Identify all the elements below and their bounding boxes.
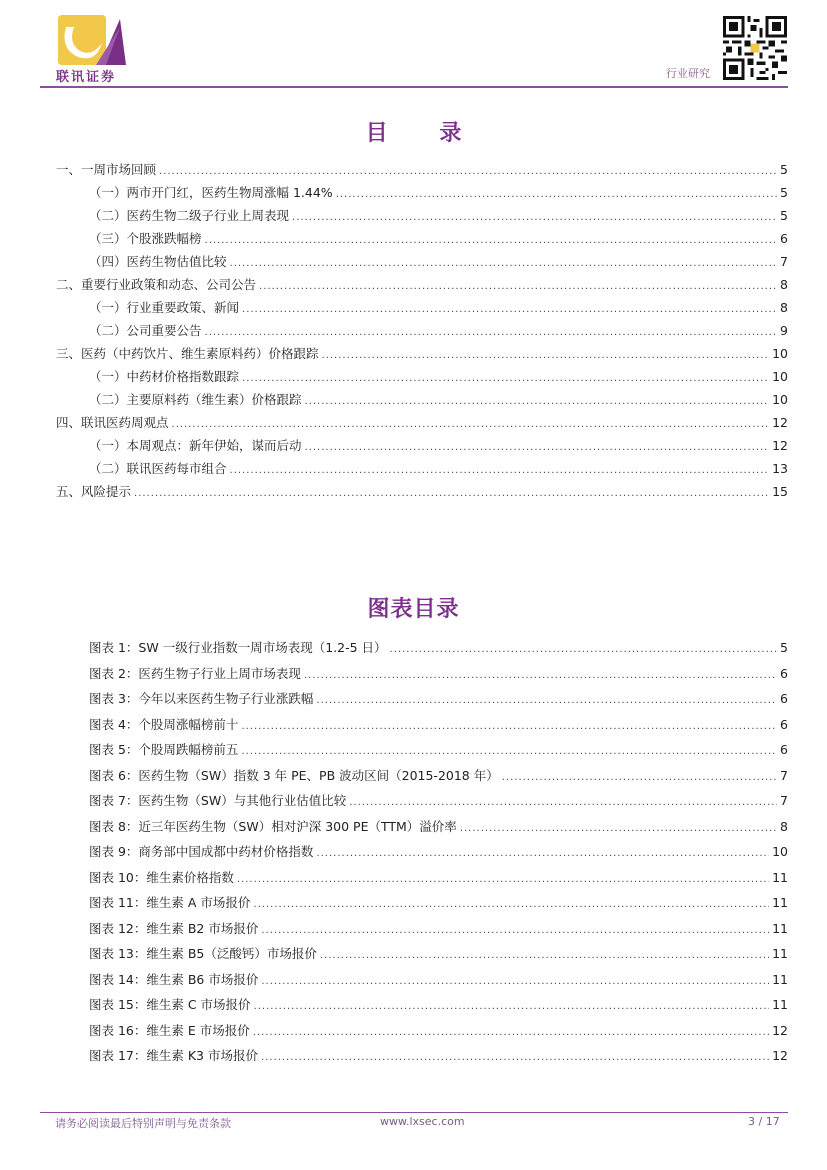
figures-entry-label: 图表 10：维生素价格指数 — [89, 869, 234, 885]
toc-entry-page: 8 — [780, 300, 788, 315]
dot-leader — [241, 742, 777, 762]
figures-entry-label: 图表 8：近三年医药生物（SW）相对沪深 300 PE（TTM）溢价率 — [89, 818, 457, 834]
footer-page-number: 3 / 17 — [748, 1115, 780, 1128]
dot-leader — [205, 323, 778, 343]
figures-entry-page: 10 — [772, 844, 788, 859]
figures-entry-label: 图表 11：维生素 A 市场报价 — [89, 895, 251, 910]
toc-entry[interactable] — [89, 459, 788, 479]
figures-entry-page: 6 — [780, 691, 788, 706]
toc-entry-label: 三、医药（中药饮片、维生素原料药）价格跟踪 — [56, 346, 319, 361]
dot-leader — [390, 640, 778, 660]
figure-list-title: 图表目录 — [367, 597, 460, 622]
toc-entry-label: 四、联讯医药周观点 — [56, 415, 169, 430]
toc-entry-label: （二）医药生物二级子行业上周表现 — [89, 208, 290, 223]
dot-leader — [205, 231, 778, 251]
figures-entry[interactable] — [89, 893, 788, 913]
toc-entry-page: 12 — [772, 438, 788, 453]
figures-entry[interactable] — [89, 689, 788, 709]
dot-leader — [460, 819, 777, 839]
dot-leader — [230, 461, 770, 481]
toc-entry-page: 10 — [772, 346, 788, 361]
toc-entry-label: 二、重要行业政策和动态、公司公告 — [56, 277, 257, 292]
figures-entry-page: 7 — [780, 767, 788, 783]
figures-entry-label: 图表 16：维生素 E 市场报价 — [89, 1022, 250, 1038]
figures-entry-page: 6 — [780, 716, 788, 732]
dot-leader — [305, 438, 770, 458]
figures-entry-label: 图表 2：医药生物子行业上周市场表现 — [89, 665, 301, 681]
toc-entry-label: （一）中药材价格指数跟踪 — [89, 369, 240, 384]
figures-entry-label: 图表 3：今年以来医药生物子行业涨跌幅 — [89, 691, 314, 706]
toc-entry[interactable] — [89, 183, 788, 203]
figures-entry-page: 6 — [780, 742, 788, 757]
toc-entry-label: （一）两市开门红，医药生物周涨幅 1.44% — [89, 185, 333, 200]
dot-leader — [242, 369, 769, 389]
figures-entry-label: 图表 15：维生素 C 市场报价 — [89, 997, 251, 1012]
figures-entry-page: 11 — [772, 997, 788, 1012]
toc-entry-label: （一）行业重要政策、新闻 — [89, 300, 240, 315]
dot-leader — [349, 793, 777, 813]
toc-entry[interactable] — [56, 275, 788, 295]
dot-leader — [336, 185, 777, 205]
header-divider — [40, 86, 788, 88]
dot-leader — [320, 946, 769, 966]
figures-entry[interactable] — [89, 1046, 788, 1066]
qr-code — [723, 16, 787, 80]
footer-disclaimer[interactable]: 请务必阅读最后特别声明与免责条款 — [55, 1117, 231, 1130]
toc-entry-page: 10 — [772, 369, 788, 384]
figures-entry[interactable] — [89, 817, 788, 837]
dot-leader — [241, 717, 777, 737]
figures-entry-label: 图表 17：维生素 K3 市场报价 — [89, 1048, 258, 1063]
dot-leader — [254, 997, 770, 1017]
figures-entry[interactable] — [89, 1021, 788, 1041]
figures-entry-page: 11 — [772, 869, 788, 885]
toc-entry-label: （二）主要原料药（维生素）价格跟踪 — [89, 392, 302, 407]
toc-title: 目 录 — [365, 121, 484, 146]
dot-leader — [159, 162, 777, 182]
toc-entry[interactable] — [89, 390, 788, 410]
dot-leader — [261, 1048, 769, 1068]
figures-entry[interactable] — [89, 995, 788, 1015]
dot-leader — [242, 300, 777, 320]
dot-leader — [316, 844, 769, 864]
figures-entry-page: 12 — [772, 1022, 788, 1038]
footer-divider — [40, 1112, 788, 1113]
figures-entry[interactable] — [89, 638, 788, 658]
figures-entry[interactable] — [89, 842, 788, 862]
dot-leader — [259, 277, 777, 297]
toc-entry-label: 一、一周市场回顾 — [56, 162, 157, 177]
figures-entry-page: 6 — [780, 665, 788, 681]
figures-entry-label: 图表 13：维生素 B5（泛酸钙）市场报价 — [89, 946, 317, 961]
dot-leader — [172, 415, 770, 435]
figures-entry-page: 11 — [772, 946, 788, 961]
section-label: 行业研究 — [666, 67, 710, 80]
figures-entry[interactable] — [89, 919, 788, 939]
dot-leader — [261, 921, 769, 941]
figures-entry[interactable] — [89, 740, 788, 760]
footer-website[interactable]: www.lxsec.com — [380, 1115, 465, 1128]
dot-leader — [230, 254, 778, 274]
toc-entry-label: （二）公司重要公告 — [89, 323, 202, 338]
figures-entry-page: 8 — [780, 818, 788, 834]
toc-entry-label: （一）本周观点：新年伊始，谋而后动 — [89, 438, 302, 453]
toc-entry[interactable] — [56, 160, 788, 180]
figures-entry[interactable] — [89, 715, 788, 735]
toc-entry[interactable] — [89, 229, 788, 249]
toc-entry[interactable] — [89, 321, 788, 341]
toc-entry[interactable] — [56, 344, 788, 364]
dot-leader — [304, 666, 777, 686]
figures-entry-page: 12 — [772, 1048, 788, 1063]
figures-entry[interactable] — [89, 766, 788, 786]
dot-leader — [261, 972, 769, 992]
toc-entry-label: （二）联讯医药每市组合 — [89, 461, 227, 476]
dot-leader — [253, 1023, 769, 1043]
figures-entry[interactable] — [89, 868, 788, 888]
figures-entry-label: 图表 9：商务部中国成都中药材价格指数 — [89, 844, 314, 859]
toc-entry-page: 7 — [780, 254, 788, 269]
figures-entry-page: 11 — [772, 895, 788, 910]
figures-entry-label: 图表 5：个股周跌幅榜前五 — [89, 742, 239, 757]
toc-entry[interactable] — [89, 252, 788, 272]
figures-entry-label: 图表 14：维生素 B6 市场报价 — [89, 971, 259, 987]
figures-entry-label: 图表 12：维生素 B2 市场报价 — [89, 920, 259, 936]
dot-leader — [316, 691, 777, 711]
toc-entry-page: 5 — [780, 208, 788, 223]
figures-entry-page: 5 — [780, 640, 788, 655]
figures-entry-label: 图表 6：医药生物（SW）指数 3 年 PE、PB 波动区间（2015-2018 年） — [89, 767, 499, 783]
toc-entry-page: 13 — [772, 461, 788, 476]
figures-entry-page: 7 — [780, 793, 788, 808]
toc-entry-page: 6 — [780, 231, 788, 246]
toc-entry[interactable] — [89, 298, 788, 318]
dot-leader — [322, 346, 770, 366]
toc-entry-page: 12 — [772, 415, 788, 430]
toc-entry-label: 五、风险提示 — [56, 484, 132, 499]
figures-entry[interactable] — [89, 791, 788, 811]
toc-entry-page: 5 — [780, 185, 788, 200]
toc-entry-page: 15 — [772, 484, 788, 499]
toc-entry-label: （四）医药生物估值比较 — [89, 254, 227, 269]
dot-leader — [502, 768, 777, 788]
toc-entry[interactable] — [89, 436, 788, 456]
toc-entry-label: （三）个股涨跌幅榜 — [89, 231, 202, 246]
toc-entry-page: 5 — [780, 162, 788, 177]
dot-leader — [292, 208, 777, 228]
figures-entry-label: 图表 4：个股周涨幅榜前十 — [89, 716, 239, 732]
toc-entry[interactable] — [56, 482, 788, 502]
dot-leader — [253, 895, 769, 915]
figures-entry[interactable] — [89, 664, 788, 684]
figures-entry[interactable] — [89, 944, 788, 964]
dot-leader — [305, 392, 770, 412]
figures-entry-page: 11 — [772, 971, 788, 987]
dot-leader — [134, 484, 769, 504]
toc-entry[interactable] — [89, 206, 788, 226]
figures-entry[interactable] — [89, 970, 788, 990]
brand-name: 联讯证券 — [56, 70, 117, 85]
toc-entry-page: 9 — [780, 323, 788, 338]
toc-entry-page: 10 — [772, 392, 788, 407]
figures-entry-label: 图表 7：医药生物（SW）与其他行业估值比较 — [89, 793, 347, 808]
toc-entry[interactable] — [89, 367, 788, 387]
figures-entry-label: 图表 1：SW 一级行业指数一周市场表现（1.2-5 日） — [89, 640, 387, 655]
figures-entry-page: 11 — [772, 920, 788, 936]
toc-entry[interactable] — [56, 413, 788, 433]
toc-entry-page: 8 — [780, 277, 788, 292]
dot-leader — [237, 870, 769, 890]
